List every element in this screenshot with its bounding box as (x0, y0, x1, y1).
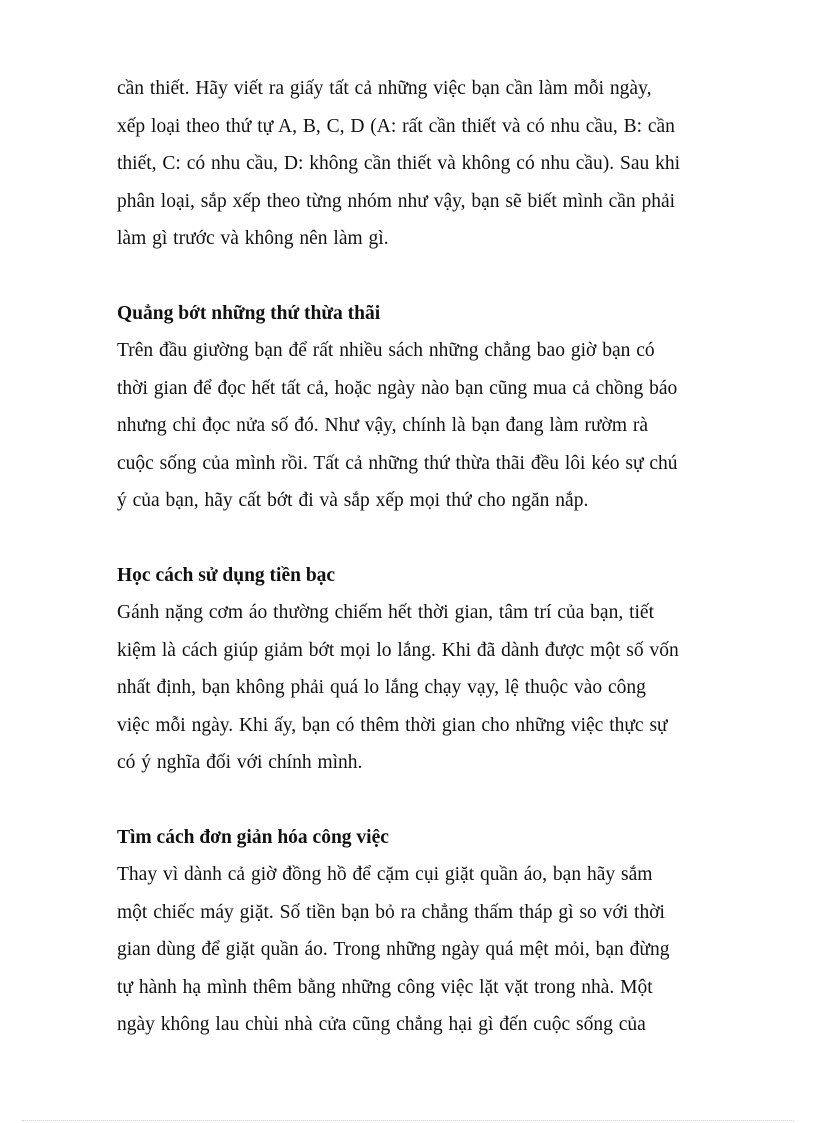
page-bottom-divider (22, 1120, 794, 1121)
section-heading-clutter: Quẳng bớt những thứ thừa thãi (117, 302, 381, 324)
intro-paragraph (117, 70, 747, 258)
text-line: kiệm là cách giúp giảm bớt mọi lo lắng. Khi đã dành được một số vốn (117, 639, 679, 661)
text-line: phân loại, sắp xếp theo từng nhóm như vậy, bạn sẽ biết mình cần phải (117, 190, 676, 212)
paragraph-gap (117, 258, 747, 295)
text-line: một chiếc máy giặt. Số tiền bạn bỏ ra chẳng thấm tháp gì so với thời (117, 901, 665, 923)
text-line: nhất định, bạn không phải quá lo lắng chạy vạy, lệ thuộc vào công (117, 677, 646, 698)
text-line: Gánh nặng cơm áo thường chiếm hết thời gian, tâm trí của bạn, tiết (117, 602, 654, 623)
text-line: ngày không lau chùi nhà cửa cũng chẳng hại gì đến cuộc sống của (117, 1014, 646, 1035)
section-paragraph-money (117, 594, 747, 782)
document-page (117, 70, 747, 1044)
section-paragraph-clutter (117, 332, 747, 520)
text-line: gian dùng để giặt quần áo. Trong những ngày quá mệt mỏi, bạn đừng (117, 939, 670, 960)
text-line: có ý nghĩa đối với chính mình. (117, 752, 363, 773)
text-line: Trên đầu giường bạn để rất nhiều sách những chẳng bao giờ bạn có (117, 340, 655, 361)
text-line: tự hành hạ mình thêm bằng những công việc lặt vặt trong nhà. Một (117, 976, 653, 998)
text-line: cần thiết. Hãy viết ra giấy tất cả những việc bạn cần làm mỗi ngày, (117, 78, 652, 99)
paragraph-gap (117, 782, 747, 819)
text-line: làm gì trước và không nên làm gì. (117, 228, 389, 249)
text-line: thời gian để đọc hết tất cả, hoặc ngày nào bạn cũng mua cả chồng báo (117, 377, 678, 399)
section-heading-simplify: Tìm cách đơn giản hóa công việc (117, 826, 389, 848)
text-line: cuộc sống của mình rồi. Tất cả những thứ thừa thãi đều lôi kéo sự chú (117, 452, 678, 474)
text-line: việc mỗi ngày. Khi ấy, bạn có thêm thời gian cho những việc thực sự (117, 714, 668, 736)
section-paragraph-simplify (117, 856, 747, 1044)
paragraph-gap (117, 520, 747, 557)
text-line: Thay vì dành cả giờ đồng hồ để cặm cụi giặt quần áo, bạn hãy sắm (117, 864, 653, 885)
section-heading-money: Học cách sử dụng tiền bạc (117, 564, 336, 586)
text-line: xếp loại theo thứ tự A, B, C, D (A: rất cần thiết và có nhu cầu, B: cần (117, 115, 675, 137)
text-line: thiết, C: có nhu cầu, D: không cần thiết và không có nhu cầu). Sau khi (117, 153, 681, 174)
text-line: nhưng chỉ đọc nửa số đó. Như vậy, chính là bạn đang làm rườm rà (117, 415, 649, 436)
text-line: ý của bạn, hãy cất bớt đi và sắp xếp mọi thứ cho ngăn nắp. (117, 490, 589, 511)
